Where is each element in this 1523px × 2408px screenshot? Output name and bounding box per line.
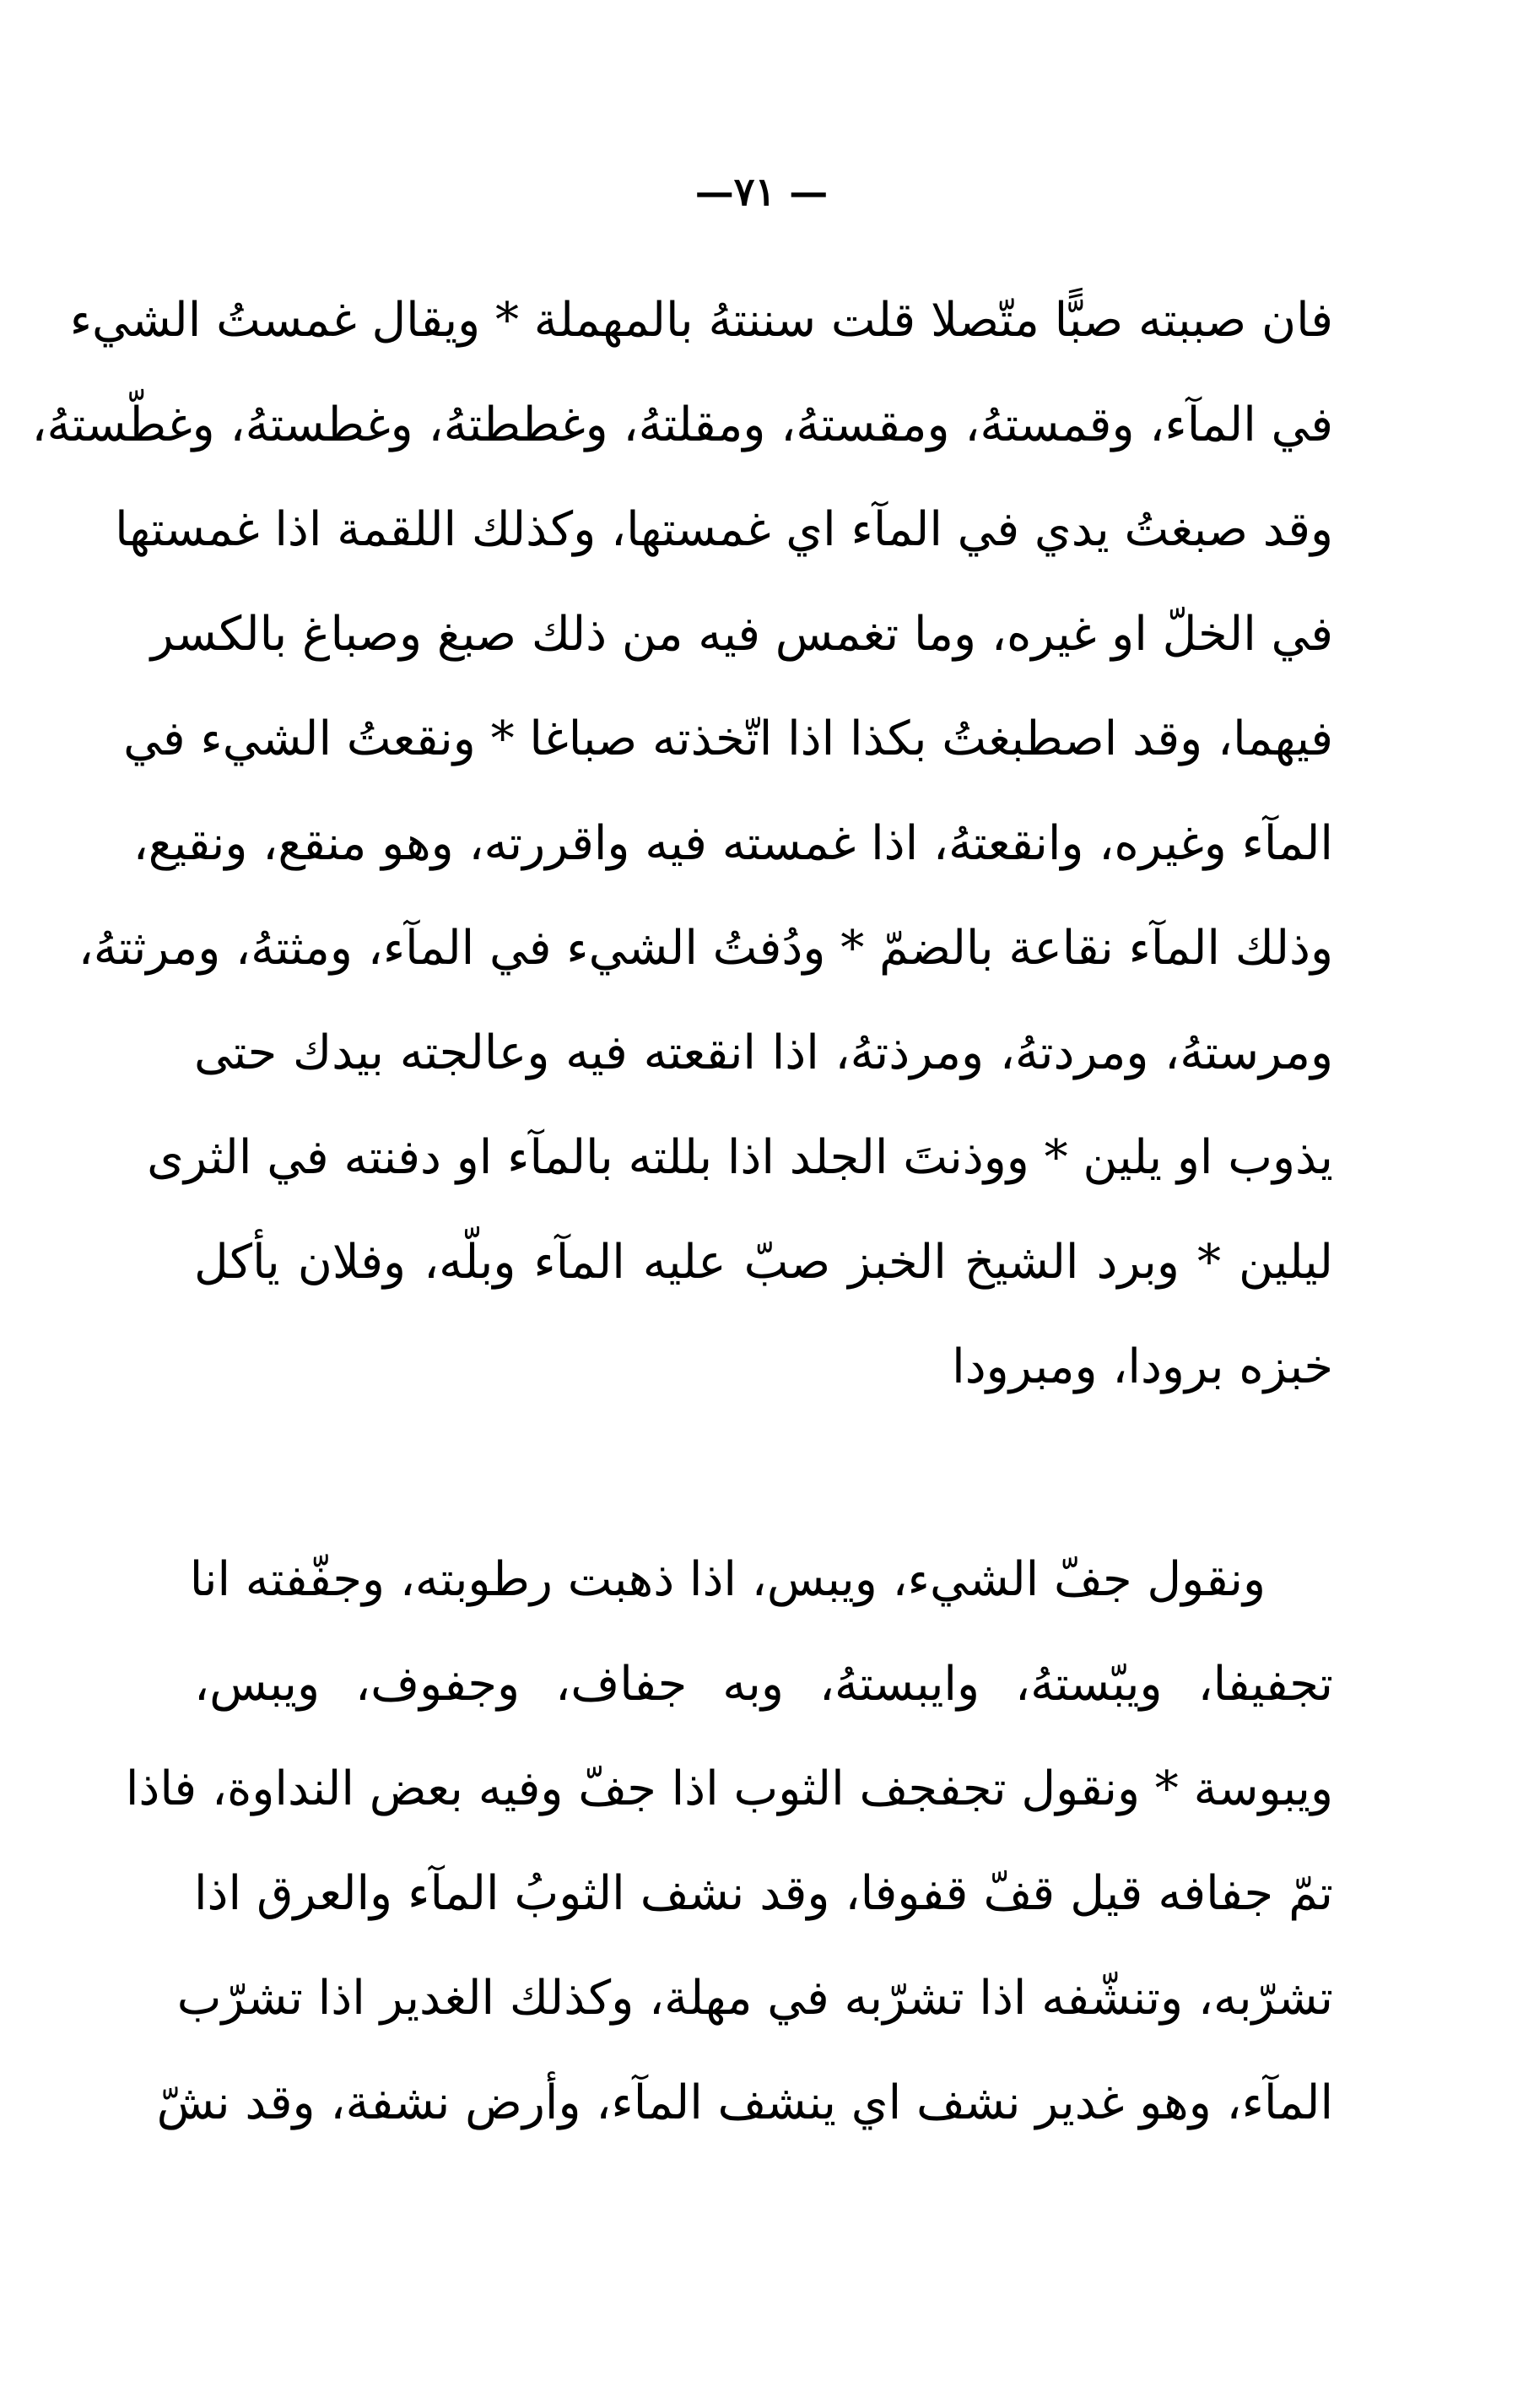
- text-line: وذلك المآء نقاعة بالضمّ * ودُفتُ الشيء في المآء، ومثتهُ، ومرثتهُ،: [78, 921, 1333, 976]
- text-line: تشرّبه، وتنشّفه اذا تشرّبه في مهلة، وكذلك الغدير اذا تشرّب: [176, 1971, 1333, 2026]
- paragraph-2: [125, 1528, 1333, 2156]
- text-line: ومرستهُ، ومردتهُ، ومرذتهُ، اذا انقعته فيه وعالجته بيدك حتى: [194, 1025, 1333, 1080]
- text-line: ويبوسة * ونقول تجفجف الثوب اذا جفّ وفيه بعض النداوة، فاذا: [125, 1761, 1333, 1816]
- text-line: تمّ جفافه قيل قفّ قفوفا، وقد نشف الثوبُ المآء والعرق اذا: [194, 1866, 1333, 1921]
- text-line: ونقول جفّ الشيء، ويبس، اذا ذهبت رطوبته، وجفّفته انا: [189, 1552, 1266, 1607]
- text-line: يذوب او يلين * ووذنتَ الجلد اذا بللته بالمآء او دفنته في الثرى: [147, 1130, 1333, 1185]
- text-line: فان صببته صبًّا متّصلا قلت سننتهُ بالمهملة * ويقال غمستُ الشيء: [69, 293, 1333, 348]
- text-line: في الخلّ او غيره، وما تغمس فيه من ذلك صبغ وصباغ بالكسر: [150, 607, 1333, 662]
- page-number: — ٧١—: [694, 169, 829, 214]
- text-line: وقد صبغتُ يدي في المآء اي غمستها، وكذلك اللقمة اذا غمستها: [115, 502, 1333, 557]
- text-line: تجفيفا، ويبّستهُ، وايبستهُ، وبه جفاف، وجفوف، ويبس،: [194, 1657, 1333, 1712]
- text-line: فيهما، وقد اصطبغتُ بكذا اذا اتّخذته صباغا * ونقعتُ الشيء في: [123, 712, 1333, 766]
- text-line: خبزه برودا، ومبرودا: [952, 1339, 1333, 1394]
- text-line: المآء، وهو غدير نشف اي ينشف المآء، وأرض نشفة، وقد نشّ: [156, 2075, 1333, 2130]
- text-line: في المآء، وقمستهُ، ومقستهُ، ومقلتهُ، وغططتهُ، وغطستهُ، وغطّستهُ،: [31, 398, 1333, 452]
- paragraph-1: [31, 268, 1333, 1420]
- text-line: المآء وغيره، وانقعتهُ، اذا غمسته فيه واقررته، وهو منقع، ونقيع،: [132, 816, 1333, 871]
- text-line: ليلين * وبرد الشيخ الخبز صبّ عليه المآء وبلّه، وفلان يأكل: [194, 1235, 1333, 1290]
